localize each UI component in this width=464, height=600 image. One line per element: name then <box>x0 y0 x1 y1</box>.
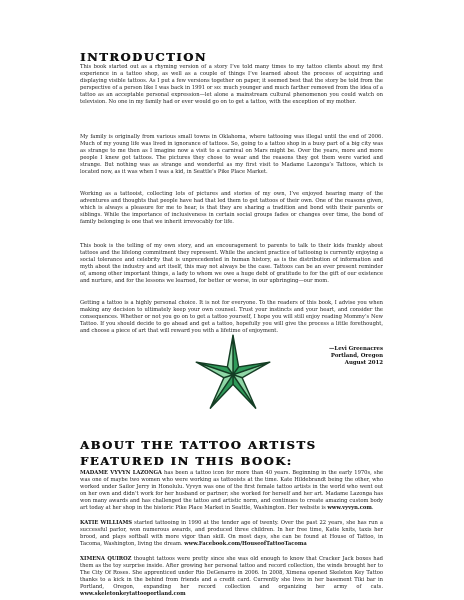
artist-name: MADAME VYVYN LAZONGA <box>80 470 162 476</box>
intro-paragraph-2: My family is originally from various small towns in Oklahoma, where tattooing was illegal until the end of 2006. Much of my young life was lived in ignorance of tattoos. So, going to a tattoo shop in a busy part of a big city was as strange to me then as I imagine now a visit to a carnival on Mars might be. Over the years, more and more people I knew got tattoos. The pictures they chose to wear and the reasons they got them were varied and strange. But nothing was as strange and wonderful as my first visit to Madame Lazonga’s Tattoos, which is located now, as it was when I was a kid, in Seattle’s Pike Place Market. <box>80 134 383 176</box>
artists-heading-line-2: FEATURED IN THIS BOOK: <box>80 454 293 468</box>
intro-paragraph-4: This book is the telling of my own story, and an encouragement to parents to talk to their kids frankly about tattoos and the lifelong commitment they represent. While the ancient practice of tattooing is currently enjoying a social tolerance and celebrity that is unprecedented in human history, as is the distribution of information and myth about the industry and art itself, this may not always be the case. Tattoos can be an ever present reminder of, among other important things, a lady to whom we owe a huge debt of gratitude to for the gift of our existence and nurture, and for the lessons we learned, for better or worse, in our upbringing—our mom. <box>80 243 383 285</box>
nautical-star-icon <box>188 330 278 414</box>
intro-paragraph-3: Working as a tattooist, collecting lots of pictures and stories of my own, I’ve enjoyed hearing many of the adventures and thoughts that people have had that led them to get tattoos of their own. One of the reasons given, which is always a pleasure for me to hear, is that they are sharing a tradition and bond with their parents or siblings. While the importance of inclusiveness in certain social groups fades or changes over time, the bond of family belonging is one that we inherit irrevocably for life. <box>80 191 383 226</box>
author-name: —Levi Greenacres <box>329 346 383 352</box>
artists-heading-line-1: ABOUT THE TATTOO ARTISTS <box>80 438 317 452</box>
artist-website-link[interactable]: www.skeletonkeytattooportland.com <box>80 591 186 598</box>
artist-entry-quiroz <box>80 556 383 598</box>
artist-bio-end: . <box>371 505 374 512</box>
artist-website-link[interactable]: www.vyvyn.com <box>327 505 372 512</box>
artist-bio: started tattooing in 1990 at the tender age of twenty. Over the past 22 years, she has run a successful parlor, won numerous awards, and produced three children. In her free time, Katie knits, taxis her brood, and plays softball with more vigor than skill. On most days, she can be found at House of Tattoo, in Tacoma, Washington, living the dream. <box>80 520 383 548</box>
artist-website-link[interactable]: www.Facebook.com/HouseofTattooTacoma <box>184 541 307 548</box>
introduction-heading: INTRODUCTION <box>80 50 207 64</box>
artist-name: XIMENA QUIROZ <box>80 556 132 562</box>
author-date: August 2012 <box>344 360 383 366</box>
artist-entry-lazonga <box>80 470 383 512</box>
artist-bio: has been a tattoo icon for more than 40 years. Beginning in the early 1970s, she was one of maybe two women who were working as tattooists at the time. Kate Hildebrandt being the other, who worked under Sailor Jerry in Honolulu. Vyvyn was one of the first female tattoo artists in the world who went out on her own and didn’t work for her husband or partner; she worked for herself and her art. Madame Lazonga has won many awards and has challenged the tattoo and artistic norm, and continues to create amazing custom body art today at her shop in the historic Pike Place Market in Seattle, Washington. Her website is <box>80 470 383 512</box>
artist-name: KATIE WILLIAMS <box>80 520 133 526</box>
intro-paragraph-5: Getting a tattoo is a highly personal choice. It is not for everyone. To the readers of this book, I advise you when making any decision to ultimately keep your own counsel. Trust your instincts and your heart, and consider the consequences. Whether or not you go on to get a tattoo yourself, I hope you will still enjoy reading Mommy’s New Tattoo. If you should decide to go ahead and get a tattoo, hopefully you will give the process a little forethought, and choose a piece of art that will reward you with a lifetime of enjoyment. <box>80 300 383 335</box>
artist-bio: thought tattoos were pretty since she was old enough to know that Cracker Jack boxes had them as the toy surprise inside. After growing her personal tattoo and record collection, the winds brought her to The City Of Roses. She apprenticed under Rio DeGenarro in 2006. In 2008, Ximena opened Skeleton Key Tattoo thanks to a kick in the behind from friends and a credit card. Currently she lives in her basement Tiki bar in Portland, Oregon, expanding her record collection and organizing her army of cats. <box>80 556 383 591</box>
artist-entry-williams <box>80 520 383 548</box>
intro-paragraph-1: This book started out as a rhyming version of a story I’ve told many times to my tattoo clients about my first experience in a tattoo shop, as well as a couple of things I’ve learned about the process of acquiring and displaying visible tattoos. As I put a few versions together on paper, it seemed best that the story be told from the perspective of a person like I was back in 1991 or so: much younger and much farther removed from the idea of a tattoo as an acceptable personal expression—let alone a mainstream cultural phenomenon you could watch on television. No one in my family had or ever would go on to get a tattoo, with the exception of my mother. <box>80 64 383 106</box>
author-place: Portland, Oregon <box>330 353 383 359</box>
